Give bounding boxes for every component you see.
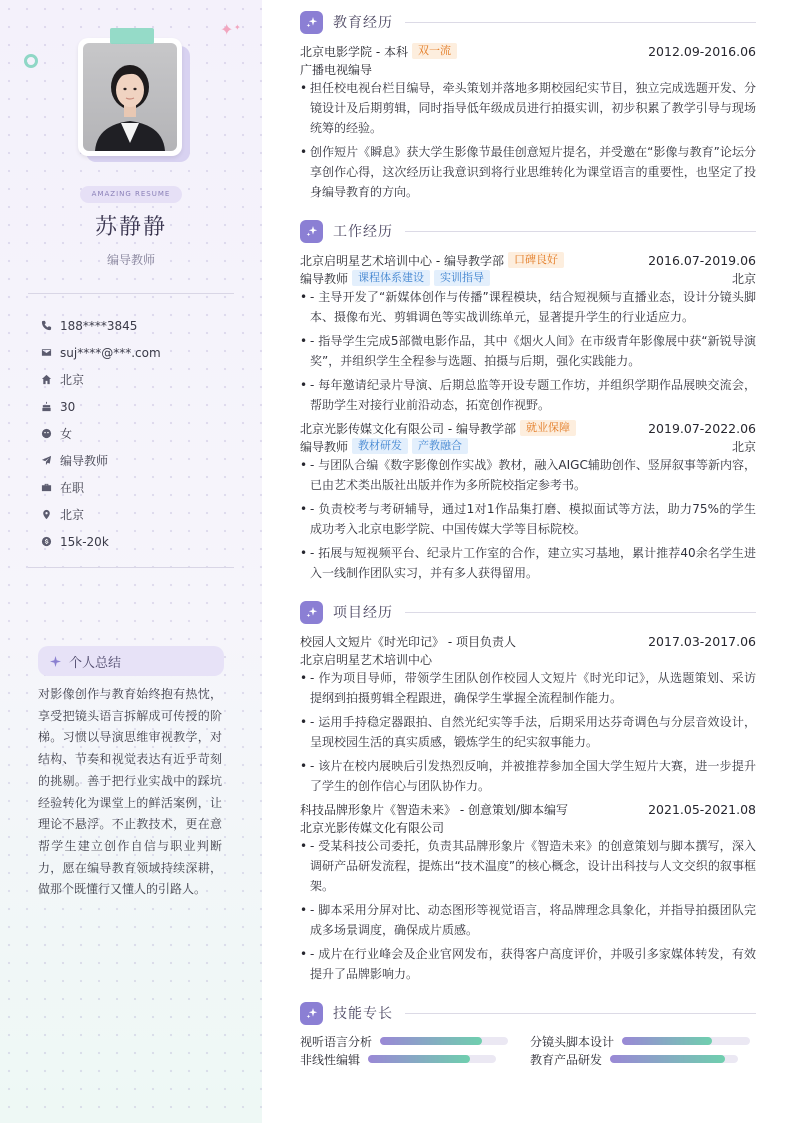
- job-position-row: [300, 269, 756, 287]
- cake-icon: [40, 401, 52, 413]
- section-header-work: [300, 219, 756, 243]
- skill-tag: 课程体系建设: [352, 270, 430, 286]
- project-row: [300, 800, 756, 818]
- skill-name: 分镜头脚本设计: [530, 1034, 615, 1049]
- project-date: 2017.03-2017.06: [648, 633, 756, 649]
- job-city: 北京: [731, 271, 756, 286]
- contact-text: 编导教师: [60, 454, 109, 468]
- contact-salary: [40, 528, 240, 555]
- contact-text: 北京: [60, 373, 85, 387]
- candidate-name: 苏静静: [94, 215, 167, 240]
- profile-photo: [78, 38, 186, 158]
- sparkle-icon: [300, 1002, 323, 1025]
- contact-list: [40, 312, 240, 555]
- job-bullets: [300, 455, 756, 587]
- contact-text: suj****@***.com: [60, 345, 161, 360]
- job-bullets: [300, 287, 756, 419]
- photo-frame: [78, 38, 182, 156]
- resume-badge: AMAZING RESUME: [80, 186, 182, 203]
- section-line: [405, 231, 756, 232]
- education-date: 2012.09-2016.06: [648, 43, 756, 59]
- job-position-row: [300, 437, 756, 455]
- section-line: [405, 612, 756, 613]
- section-header-education: [300, 10, 756, 34]
- project-name: 科技品牌形象片《智造未来》 - 创意策划/脚本编写: [300, 802, 569, 817]
- list-item: • - 拓展与短视频平台、纪录片工作室的合作，建立实习基地，累计推荐40余名学生进入一线制作团队实习，并有多人获得留用。: [300, 543, 756, 583]
- skill-bar-fill: [368, 1055, 470, 1063]
- list-item: • - 与团队合编《数字影像创作实战》教材，融入AIGC辅助创作、竖屏叙事等新内容，已由艺术类出版社出版并作为多所院校指定参考书。: [300, 455, 756, 495]
- list-item: • - 主导开发了“新媒体创作与传播”课程模块，结合短视频与直播业态，设计分镜头脚本、摄像布光、剪辑调色等实战训练单元，显著提升学生的行业适应力。: [300, 287, 756, 327]
- location-pin-icon: [40, 509, 52, 521]
- candidate-role: 编导教师: [106, 253, 155, 267]
- job-tag: 就业保障: [520, 420, 576, 436]
- skill-bar: [368, 1055, 496, 1063]
- section-title: 工作经历: [333, 224, 393, 240]
- divider: [28, 567, 234, 568]
- contact-text: 15k-20k: [60, 534, 109, 549]
- school-name: 北京电影学院 - 本科: [300, 44, 408, 59]
- list-item: • - 负责校考与考研辅导，通过1对1作品集打磨、模拟面试等方法，助力75%的学生成功考入北京电影学院、中国传媒大学等目标院校。: [300, 499, 756, 539]
- phone-icon: [40, 320, 52, 332]
- education-row: [300, 42, 756, 60]
- list-item: • 创作短片《瞬息》获大学生影像节最佳创意短片提名，并受邀在“影像与教育”论坛分享创作心得，这次经历让我意识到将行业思维转化为课堂语言的重要性，也坚定了投身编导教育的方向。: [300, 142, 756, 202]
- avatar: [83, 43, 177, 151]
- section-title: 技能专长: [333, 1006, 393, 1022]
- list-item: • - 作为项目导师，带领学生团队创作校园人文短片《时光印记》，从选题策划、采访提纲到拍摄剪辑全程跟进，确保学生掌握全流程制作能力。: [300, 668, 756, 708]
- list-item: • - 脚本采用分屏对比、动态图形等视觉语言，将品牌理念具象化，并指导拍摄团队完成多场景调度，确保成片质感。: [300, 900, 756, 940]
- photo-tape: [110, 28, 154, 44]
- send-icon: [40, 455, 52, 467]
- list-item: • - 每年邀请纪录片导演、后期总监等开设专题工作坊，并组织学期作品展映交流会，帮助学生对接行业前沿动态，拓宽创作视野。: [300, 375, 756, 415]
- contact-phone: [40, 312, 240, 339]
- contact-status: [40, 474, 240, 501]
- project-row: [300, 632, 756, 650]
- education-bullets: [300, 78, 756, 206]
- job-position: 编导教师: [300, 271, 349, 286]
- sparkle-icon: [300, 220, 323, 243]
- project-bullets: [300, 668, 756, 800]
- list-item: • - 受某科技公司委托，负责其品牌形象片《智造未来》的创意策划与脚本撰写，深入调研产品研发流程，提炼出“技术温度”的核心概念，设计出科技与人文交织的叙事框架。: [300, 836, 756, 896]
- project-org-row: [300, 650, 756, 668]
- job-city: 北京: [731, 439, 756, 454]
- list-item: • - 运用手持稳定器跟拍、自然光纪实等手法，后期采用达芬奇调色与分层音效设计，呈现校园生活的真实质感，锻炼学生的纪实叙事能力。: [300, 712, 756, 752]
- section-header-skills: [300, 1001, 756, 1025]
- skill-name: 视听语言分析: [300, 1034, 373, 1049]
- skill-item: [530, 1032, 750, 1050]
- project-org: 北京光影传媒文化有限公司: [300, 820, 445, 835]
- job-date: 2019.07-2022.06: [648, 420, 756, 436]
- skill-tag: 教材研发: [352, 438, 408, 454]
- skill-bar: [622, 1037, 750, 1045]
- skill-bar-fill: [610, 1055, 725, 1063]
- contact-text: 女: [60, 427, 73, 441]
- list-item: • 担任校电视台栏目编导，牵头策划并落地多期校园纪实节目，独立完成选题开发、分镜设计及后期剪辑，同时指导低年级成员进行拍摄实训，初步积累了教学引导与现场统筹的经验。: [300, 78, 756, 138]
- decorative-ring-icon: [24, 54, 38, 68]
- job-org: 北京启明星艺术培训中心 - 编导教学部: [300, 253, 504, 268]
- skill-name: 非线性编辑: [300, 1052, 361, 1067]
- sparkle-icon: [300, 601, 323, 624]
- project-date: 2021.05-2021.08: [648, 801, 756, 817]
- summary-header: [38, 646, 224, 676]
- job-row: [300, 251, 756, 269]
- skill-item: [300, 1032, 508, 1050]
- contact-age: [40, 393, 240, 420]
- contact-gender: [40, 420, 240, 447]
- contact-text: 在职: [60, 481, 85, 495]
- section-line: [405, 22, 756, 23]
- skill-name: 教育产品研发: [530, 1052, 603, 1067]
- contact-target-role: [40, 447, 240, 474]
- list-item: • - 成片在行业峰会及企业官网发布，获得客户高度评价，并吸引多家媒体转发，有效提升了品牌影响力。: [300, 944, 756, 984]
- contact-text: 30: [60, 399, 76, 414]
- project-bullets: [300, 836, 756, 988]
- contact-home: [40, 366, 240, 393]
- major-row: [300, 60, 756, 78]
- section-line: [405, 1013, 756, 1014]
- summary-title: 个人总结: [69, 655, 122, 671]
- skill-bar-fill: [380, 1037, 482, 1045]
- sparkle-icon: [50, 656, 61, 667]
- contact-text: 188****3845: [60, 318, 138, 333]
- divider: [28, 293, 234, 294]
- sparkle-icon: ✦: [220, 20, 234, 39]
- skill-bar-fill: [622, 1037, 712, 1045]
- skill-item: [530, 1050, 738, 1068]
- contact-location: [40, 501, 240, 528]
- skill-bar: [610, 1055, 738, 1063]
- job-date: 2016.07-2019.06: [648, 252, 756, 268]
- job-tag: 口碑良好: [508, 252, 564, 268]
- portrait-illustration: [83, 43, 177, 151]
- skill-item: [300, 1050, 496, 1068]
- list-item: • - 该片在校内展映后引发热烈反响，并被推荐参加全国大学生短片大赛，进一步提升了学生的创作信心与团队协作力。: [300, 756, 756, 796]
- job-org: 北京光影传媒文化有限公司 - 编导教学部: [300, 421, 516, 436]
- skill-bar: [380, 1037, 508, 1045]
- school-tag: 双一流: [412, 43, 457, 59]
- list-item: • - 指导学生完成5部微电影作品，其中《烟火人间》在市级青年影像展中获“新锐导演奖”，并组织学生全程参与选题、拍摄与后期，强化实践能力。: [300, 331, 756, 371]
- sidebar: [0, 0, 262, 1123]
- mail-icon: [40, 347, 52, 359]
- project-org-row: [300, 818, 756, 836]
- section-title: 教育经历: [333, 15, 393, 31]
- section-header-projects: [300, 600, 756, 624]
- major: 广播电视编导: [300, 62, 373, 77]
- skill-tag: 实训指导: [434, 270, 490, 286]
- section-title: 项目经历: [333, 605, 393, 621]
- summary-text: 对影像创作与教育始终抱有热忱，享受把镜头语言拆解成可传授的阶梯。习惯以导演思维审视教学，对结构、节奏和视觉表达有近乎苛刻的挑剔。善于把行业实战中的踩坑经验转化为课堂上的鲜活案例，让理论不悬浮。不止教技术，更在意帮学生建立创作自信与职业判断力，愿在编导教育领域持续深耕，做那个既懂行又懂人的引路人。: [38, 687, 222, 897]
- salary-icon: [40, 536, 52, 548]
- briefcase-icon: [40, 482, 52, 494]
- project-org: 北京启明星艺术培训中心: [300, 652, 433, 667]
- contact-text: 北京: [60, 508, 85, 522]
- skill-tag: 产教融合: [412, 438, 468, 454]
- small-sparkle-icon: ✦: [234, 23, 241, 32]
- job-row: [300, 419, 756, 437]
- job-position: 编导教师: [300, 439, 349, 454]
- sparkle-icon: [300, 11, 323, 34]
- project-name: 校园人文短片《时光印记》 - 项目负责人: [300, 634, 516, 649]
- gender-icon: [40, 428, 52, 440]
- home-icon: [40, 374, 52, 386]
- contact-email: [40, 339, 240, 366]
